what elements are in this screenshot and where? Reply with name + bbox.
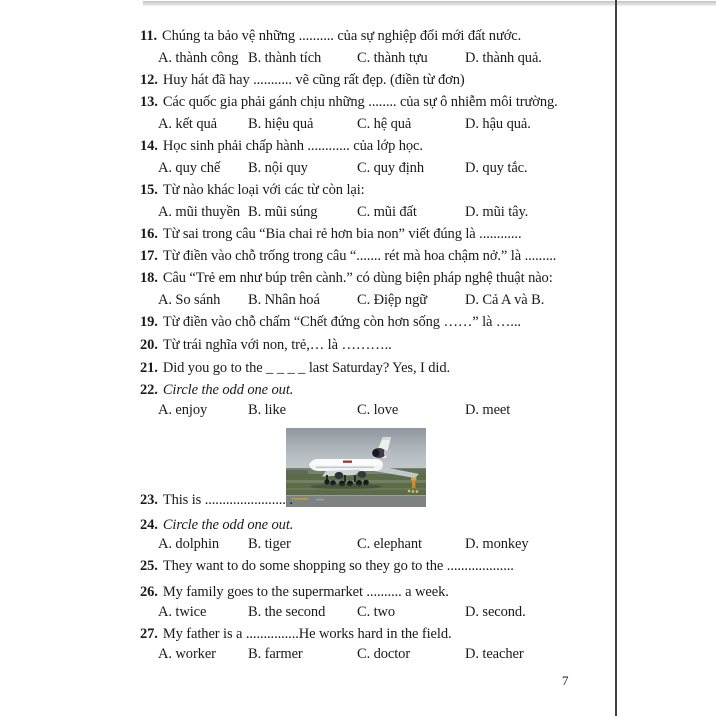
question-23-text: This is ....................... . [162, 492, 293, 508]
question-18-text: Câu “Trẻ em như búp trên cành.” có dùng biện pháp nghệ thuật nào: [162, 270, 553, 286]
option-c: C. hệ quả [357, 116, 412, 132]
question-26-text: My family goes to the supermarket .......... a week. [162, 584, 449, 600]
question-17 [140, 248, 600, 265]
question-16 [140, 226, 600, 243]
question-14-number: 14. [140, 138, 158, 154]
question-14-options [140, 160, 600, 177]
option-a: A. twice [158, 604, 207, 620]
option-a: A. thành công [158, 50, 239, 66]
question-13-text: Các quốc gia phải gánh chịu những ........ của sự ô nhiễm môi trường. [162, 94, 558, 110]
question-18-number: 18. [140, 270, 158, 286]
question-27-number: 27. [140, 626, 158, 642]
option-d: D. quy tắc. [465, 160, 528, 176]
question-17-number: 17. [140, 248, 158, 264]
question-18-options [140, 292, 600, 309]
question-15 [140, 182, 600, 199]
option-c: C. thành tựu [357, 50, 428, 66]
question-27 [140, 626, 600, 643]
option-a: A. worker [158, 646, 216, 662]
option-b: B. nội quy [248, 160, 308, 176]
question-22-number: 22. [140, 382, 158, 398]
option-c: C. doctor [357, 646, 411, 662]
question-21 [140, 360, 600, 377]
option-d: D. thành quả. [465, 50, 542, 66]
option-b: B. thành tích [248, 50, 322, 66]
option-c: C. elephant [357, 536, 422, 552]
option-a: A. mũi thuyền [158, 204, 241, 220]
question-11-options [140, 50, 600, 67]
question-13-number: 13. [140, 94, 158, 110]
question-24-number: 24. [140, 517, 158, 533]
question-11-number: 11. [140, 28, 158, 44]
option-c: C. Điệp ngữ [357, 292, 427, 308]
question-16-number: 16. [140, 226, 158, 242]
option-c: C. two [357, 604, 396, 620]
option-b: B. like [248, 402, 286, 418]
question-22-text: Circle the odd one out. [162, 382, 294, 398]
question-26-number: 26. [140, 584, 158, 600]
option-d: D. hậu quả. [465, 116, 531, 132]
question-20 [140, 337, 600, 354]
option-a: A. So sánh [158, 292, 221, 308]
question-20-text: Từ trái nghĩa với non, trẻ,… là ……….. [162, 337, 392, 353]
question-19-number: 19. [140, 314, 158, 330]
question-14-text: Học sinh phải chấp hành ............ của lớp học. [162, 138, 423, 154]
question-19 [140, 314, 600, 331]
question-21-number: 21. [140, 360, 158, 376]
option-d: D. second. [465, 604, 526, 620]
option-b: B. farmer [248, 646, 303, 662]
question-19-text: Từ điền vào chỗ chấm “Chết đứng còn hơn sống ……” là …... [162, 314, 521, 330]
option-a: A. enjoy [158, 402, 208, 418]
option-d: D. mũi tây. [465, 204, 529, 220]
question-24-text: Circle the odd one out. [162, 517, 294, 533]
option-d: D. teacher [465, 646, 524, 662]
question-16-text: Từ sai trong câu “Bia chai rẻ hơn bia non” viết đúng là ............ [162, 226, 522, 242]
question-15-options [140, 204, 600, 221]
question-13 [140, 94, 600, 111]
option-d: D. Cả A và B. [465, 292, 545, 308]
option-c: C. quy định [357, 160, 424, 176]
question-11-text: Chúng ta bảo vệ những .......... của sự nghiệp đổi mới đất nước. [162, 28, 522, 44]
option-b: B. hiệu quả [248, 116, 314, 132]
question-15-number: 15. [140, 182, 158, 198]
question-27-text: My father is a ...............He works hard in the field. [162, 626, 452, 642]
question-18 [140, 270, 600, 287]
question-14 [140, 138, 600, 155]
option-d: D. monkey [465, 536, 529, 552]
question-12 [140, 72, 600, 89]
question-22 [140, 382, 600, 399]
question-27-options [140, 646, 600, 663]
option-a: A. dolphin [158, 536, 220, 552]
option-c: C. mũi đất [357, 204, 417, 220]
option-a: A. kết quả [158, 116, 217, 132]
option-a: A. quy chế [158, 160, 221, 176]
question-26 [140, 584, 600, 601]
option-b: B. the second [248, 604, 326, 620]
question-26-options [140, 604, 600, 621]
question-23 [140, 492, 600, 509]
question-22-options [140, 402, 600, 419]
question-25 [140, 558, 600, 575]
question-11 [140, 28, 600, 45]
question-25-number: 25. [140, 558, 158, 574]
question-15-text: Từ nào khác loại với các từ còn lại: [162, 182, 365, 198]
question-20-number: 20. [140, 337, 158, 353]
page-top-edge-shadow [143, 1, 716, 6]
question-17-text: Từ điền vào chỗ trống trong câu “....... rét mà hoa chậm nở.” là ......... [162, 248, 557, 264]
option-b: B. tiger [248, 536, 291, 552]
question-12-text: Huy hát đã hay ........... vẽ cũng rất đẹp. (điền từ đơn) [162, 72, 465, 88]
option-c: C. love [357, 402, 399, 418]
page-right-border-line [615, 0, 617, 716]
question-24 [140, 517, 600, 534]
question-21-text: Did you go to the _ _ _ _ last Saturday? Yes, I did. [162, 360, 451, 376]
question-24-options [140, 536, 600, 553]
question-23-number: 23. [140, 492, 158, 508]
question-25-text: They want to do some shopping so they go to the ................... [162, 558, 514, 574]
question-12-number: 12. [140, 72, 158, 88]
question-13-options [140, 116, 600, 133]
option-b: B. mũi súng [248, 204, 318, 220]
option-d: D. meet [465, 402, 511, 418]
option-b: B. Nhân hoá [248, 292, 320, 308]
page-number: 7 [562, 673, 569, 688]
